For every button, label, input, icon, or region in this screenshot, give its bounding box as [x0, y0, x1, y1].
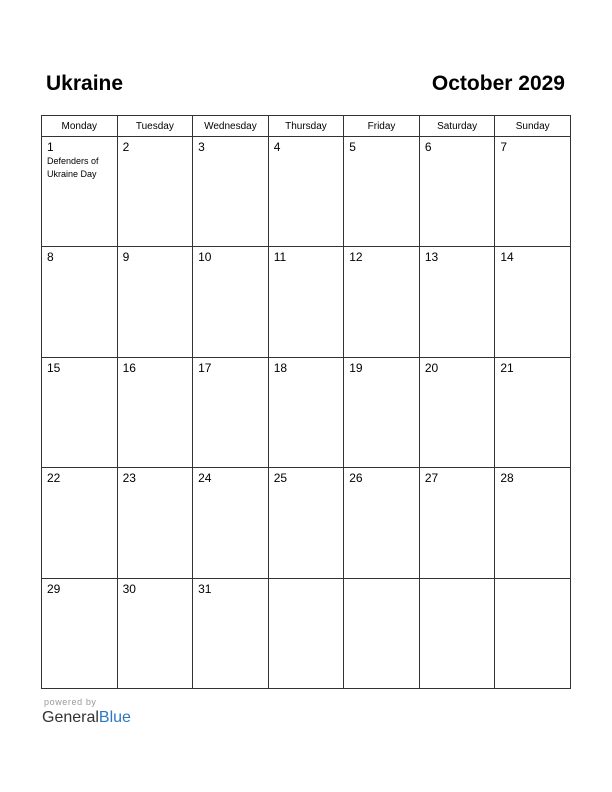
- day-number: 27: [424, 471, 439, 486]
- day-cell: [193, 578, 269, 688]
- day-number: 18: [273, 360, 288, 375]
- day-cell: [344, 137, 420, 247]
- week-row: [42, 247, 571, 357]
- day-number: 29: [47, 581, 61, 596]
- day-cell: [495, 137, 571, 247]
- month-year-title: October 2029: [431, 72, 565, 95]
- week-row: [42, 578, 571, 688]
- weekday-header-thursday: Thursday: [268, 116, 344, 137]
- week-row: [42, 468, 571, 578]
- day-cell: [495, 468, 571, 578]
- day-cell: [117, 137, 193, 247]
- day-cell: [193, 468, 269, 578]
- day-number: 4: [273, 140, 281, 154]
- day-number: 20: [424, 360, 439, 375]
- day-number: 25: [273, 471, 288, 486]
- day-number: 8: [47, 250, 54, 265]
- day-number: 6: [424, 140, 432, 154]
- weekday-header-wednesday: Wednesday: [193, 116, 269, 137]
- day-cell: [419, 247, 495, 357]
- day-cell: [268, 137, 344, 247]
- week-row: [42, 137, 571, 247]
- day-cell: [117, 247, 193, 357]
- weekday-header-saturday: Saturday: [419, 116, 495, 137]
- day-cell: [193, 247, 269, 357]
- day-cell-empty: [495, 578, 571, 688]
- day-number: 17: [198, 360, 212, 375]
- day-number: 26: [349, 471, 363, 486]
- day-cell: [495, 357, 571, 467]
- weekday-header-monday: Monday: [42, 116, 118, 137]
- country-title: Ukraine: [46, 72, 124, 95]
- day-number: 16: [122, 360, 136, 375]
- day-number: 10: [198, 250, 212, 265]
- calendar-grid: [41, 115, 571, 689]
- day-number: 1: [47, 140, 54, 154]
- day-cell: [117, 357, 193, 467]
- brand-logo: [42, 708, 131, 728]
- day-cell: [117, 468, 193, 578]
- day-cell: [495, 247, 571, 357]
- day-cell: [193, 357, 269, 467]
- day-cell: [419, 137, 495, 247]
- day-number: 2: [122, 140, 130, 154]
- day-cell-empty: [344, 578, 420, 688]
- brand-name-blue: Blue: [98, 709, 131, 726]
- day-cell: [42, 357, 118, 467]
- day-cell-empty: [268, 578, 344, 688]
- day-cell: [42, 468, 118, 578]
- day-number: 28: [500, 471, 514, 486]
- brand-name-general: General: [42, 709, 99, 726]
- day-cell: [419, 357, 495, 467]
- day-number: 14: [500, 250, 514, 265]
- brand-footer: [42, 697, 131, 728]
- weekday-header-row: [42, 116, 571, 137]
- day-cell: [117, 578, 193, 688]
- day-number: 22: [47, 471, 61, 486]
- day-number: 31: [198, 581, 212, 596]
- weekday-header-tuesday: Tuesday: [117, 116, 193, 137]
- day-cell: [42, 137, 118, 247]
- day-cell: [344, 247, 420, 357]
- holiday-label: Defenders of Ukraine Day: [47, 156, 99, 179]
- powered-by-text: powered by: [44, 697, 97, 707]
- day-number: 3: [198, 140, 205, 154]
- day-number: 9: [122, 250, 130, 265]
- day-number: 21: [500, 360, 514, 375]
- day-cell: [193, 137, 269, 247]
- day-number: 19: [349, 360, 363, 375]
- day-cell: [419, 468, 495, 578]
- weekday-header-friday: Friday: [344, 116, 420, 137]
- day-cell: [268, 357, 344, 467]
- day-number: 15: [47, 360, 61, 375]
- day-cell: [344, 357, 420, 467]
- day-number: 7: [500, 140, 508, 154]
- day-cell: [42, 578, 118, 688]
- day-cell: [268, 468, 344, 578]
- day-number: 11: [273, 250, 287, 265]
- day-number: 24: [198, 471, 212, 486]
- day-number: 30: [122, 581, 136, 596]
- day-cell: [344, 468, 420, 578]
- weekday-header-sunday: Sunday: [495, 116, 571, 137]
- day-cell: [268, 247, 344, 357]
- day-number: 12: [349, 250, 363, 265]
- day-number: 5: [349, 140, 356, 154]
- week-row: [42, 357, 571, 467]
- day-number: 13: [424, 250, 439, 265]
- day-cell: [42, 247, 118, 357]
- day-cell-empty: [419, 578, 495, 688]
- day-number: 23: [122, 471, 136, 486]
